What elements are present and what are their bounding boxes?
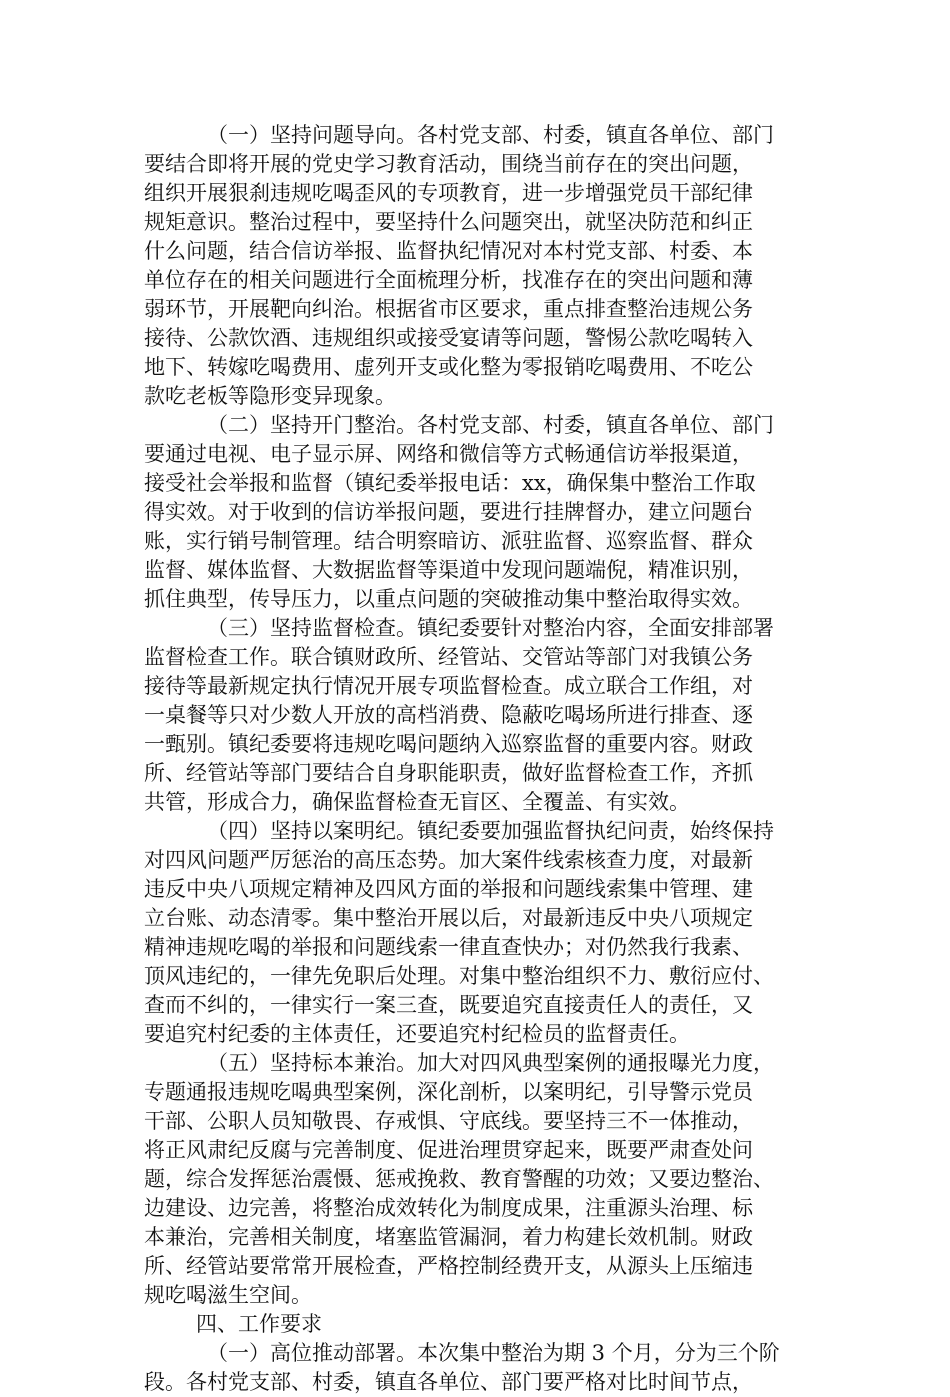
section-heading-work-requirements: 四、工作要求 [196,1312,322,1336]
paragraph-root-and-branch: （五）坚持标本兼治。加大对四风典型案例的通报曝光力度， 专题通报违规吃喝典型案例，深化剖析，以案明纪，引导警示党员 干部、公职人员知敬畏、存戒惧、守底线。要坚持三不一体推动， 将正风肃纪反腐与完善制度、促进治理贯穿起来，既要严肃查处问 题，综合发挥惩治震慑、惩戒挽救、教育警醒的功效；又要边整治、 边建设、边完善，将整治成效转化为制度成果，注重源头治理、标 本兼治，完善相关制度，堵塞监管漏洞，着力构建长效机制。财政 所、经管站要常常开展检查，严格控制经费开支，从源头上压缩违 规吃喝滋生空间。 [144,1051,774,1307]
paragraph-open-rectification: （二）坚持开门整治。各村党支部、村委，镇直各单位、部门 要通过电视、电子显示屏、网络和微信等方式畅通信访举报渠道， 接受社会举报和监督（镇纪委举报电话：xx，确保集中整治工作取 得实效。对于收到的信访举报问题，要进行挂牌督办，建立问题台 账，实行销号制管理。结合明察暗访、派驻监督、巡察监督、群众 监督、媒体监督、大数据监督等渠道中发现问题端倪，精准识别， 抓住典型，传导压力，以重点问题的突破推动集中整治取得实效。 [144,413,774,611]
paragraph-case-discipline: （四）坚持以案明纪。镇纪委要加强监督执纪问责，始终保持 对四风问题严厉惩治的高压态势。加大案件线索核查力度，对最新 违反中央八项规定精神及四风方面的举报和问题线索集中管理、建 立台账、动态清零。集中整治开展以后，对最新违反中央八项规定 精神违规吃喝的举报和问题线索一律直查快办；对仍然我行我素、 顶风违纪的，一律先免职后处理。对集中整治组织不力、敷衍应付、 查而不纠的，一律实行一案三查，既要追究直接责任人的责任，又 要追究村纪委的主体责任，还要追究村纪检员的监督责任。 [144,819,774,1046]
document-body [144,121,808,1397]
paragraph-supervision-inspection: （三）坚持监督检查。镇纪委要针对整治内容，全面安排部署 监督检查工作。联合镇财政所、经管站、交管站等部门对我镇公务 接待等最新规定执行情况开展专项监督检查。成立联合工作组，对 一桌餐等只对少数人开放的高档消费、隐蔽吃喝场所进行排查、逐 一甄别。镇纪委要将违规吃喝问题纳入巡察监督的重要内容。财政 所、经管站等部门要结合自身职能职责，做好监督检查工作，齐抓 共管，形成合力，确保监督检查无盲区、全覆盖、有实效。 [144,616,774,814]
paragraph-high-level-deployment: （一）高位推动部署。本次集中整治为期 3 个月，分为三个阶 段。各村党支部、村委，镇直各单位、部门要严格对比时间节点， [144,1341,780,1394]
paragraph-problem-orientation: （一）坚持问题导向。各村党支部、村委，镇直各单位、部门 要结合即将开展的党史学习教育活动，围绕当前存在的突出问题， 组织开展狠刹违规吃喝歪风的专项教育，进一步增强党员干部纪律 规矩意识。整治过程中，要坚持什么问题突出，就坚决防范和纠正 什么问题，结合信访举报、监督执纪情况对本村党支部、村委、本 单位存在的相关问题进行全面梳理分析，找准存在的突出问题和薄 弱环节，开展靶向纠治。根据省市区要求，重点排查整治违规公务 接待、公款饮酒、违规组织或接受宴请等问题，警惕公款吃喝转入 地下、转嫁吃喝费用、虚列开支或化整为零报销吃喝费用、不吃公 款吃老板等隐形变异现象。 [144,123,774,408]
